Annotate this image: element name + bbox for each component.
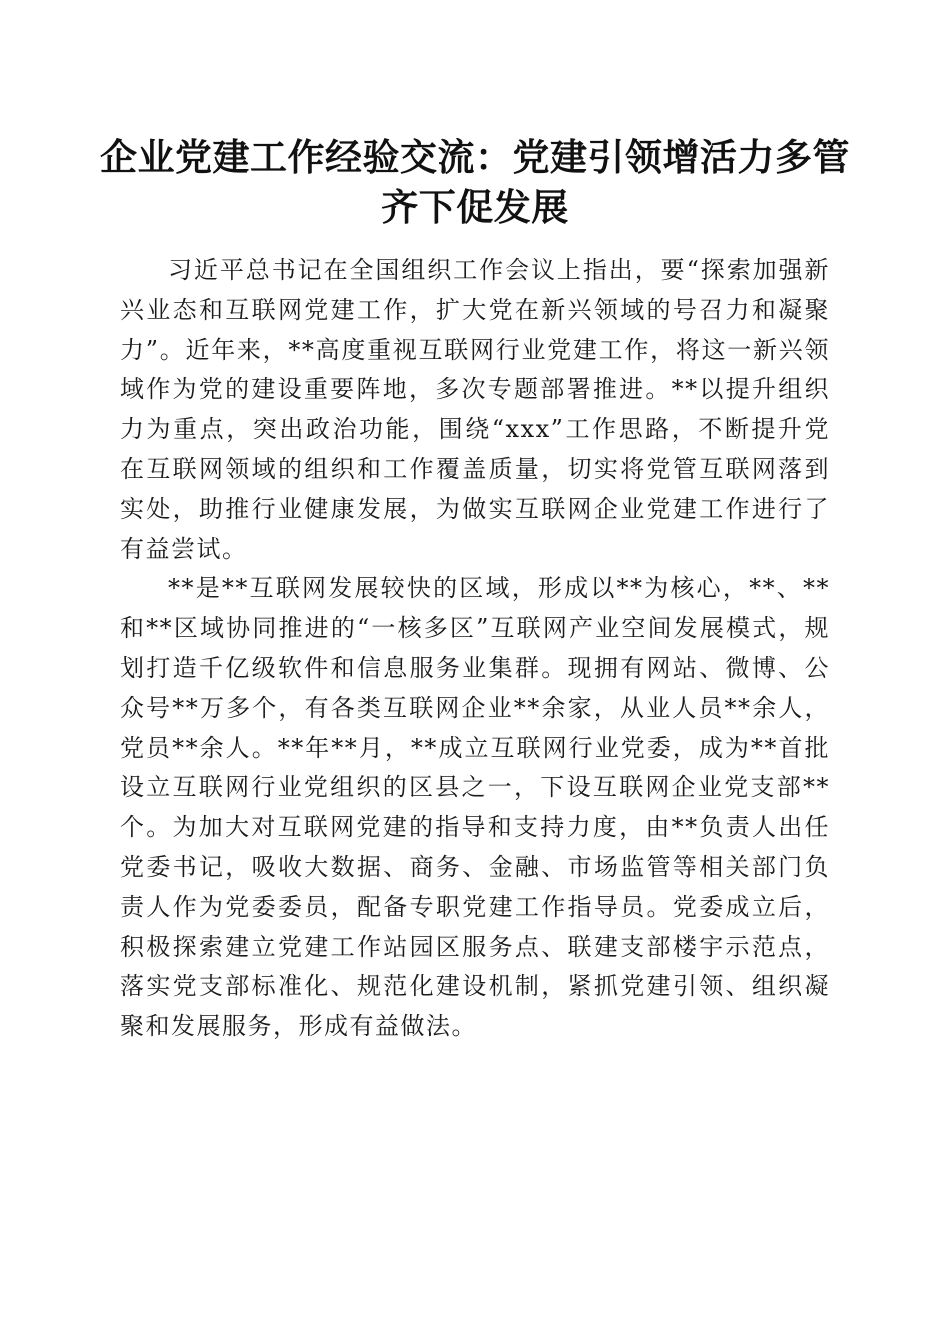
document-body bbox=[120, 251, 830, 1047]
document-title: 企业党建工作经验交流：党建引领增活力多管齐下促发展 bbox=[100, 135, 850, 229]
paragraph-background: **是**互联网发展较快的区域，形成以**为核心，**、**和**区域协同推进的“一核多区”互联网产业空间发展模式，规划打造千亿级软件和信息服务业集群。现拥有网站、微博、公众号**万多个，有各类互联网企业**余家，从业人员**余人，党员**余人。**年**月，**成立互联网行业党委，成为**首批设立互联网行业党组织的区县之一，下设互联网企业党支部**个。为加大对互联网党建的指导和支持力度，由**负责人出任党委书记，吸收大数据、商务、金融、市场监管等相关部门负责人作为党委委员，配备专职党建工作指导员。党委成立后，积极探索建立党建工作站园区服务点、联建支部楼宇示范点，落实党支部标准化、规范化建设机制，紧抓党建引领、组织凝聚和发展服务，形成有益做法。 bbox=[120, 574, 830, 1041]
paragraph-intro: 习近平总书记在全国组织工作会议上指出，要“探索加强新兴业态和互联网党建工作，扩大党在新兴领域的号召力和凝聚力”。近年来，**高度重视互联网行业党建工作，将这一新兴领域作为党的建设重要阵地，多次专题部署推进。**以提升组织力为重点，突出政治功能，围绕“xxx”工作思路，不断提升党在互联网领域的组织和工作覆盖质量，切实将党管互联网落到实处，助推行业健康发展，为做实互联网企业党建工作进行了有益尝试。 bbox=[120, 256, 830, 563]
